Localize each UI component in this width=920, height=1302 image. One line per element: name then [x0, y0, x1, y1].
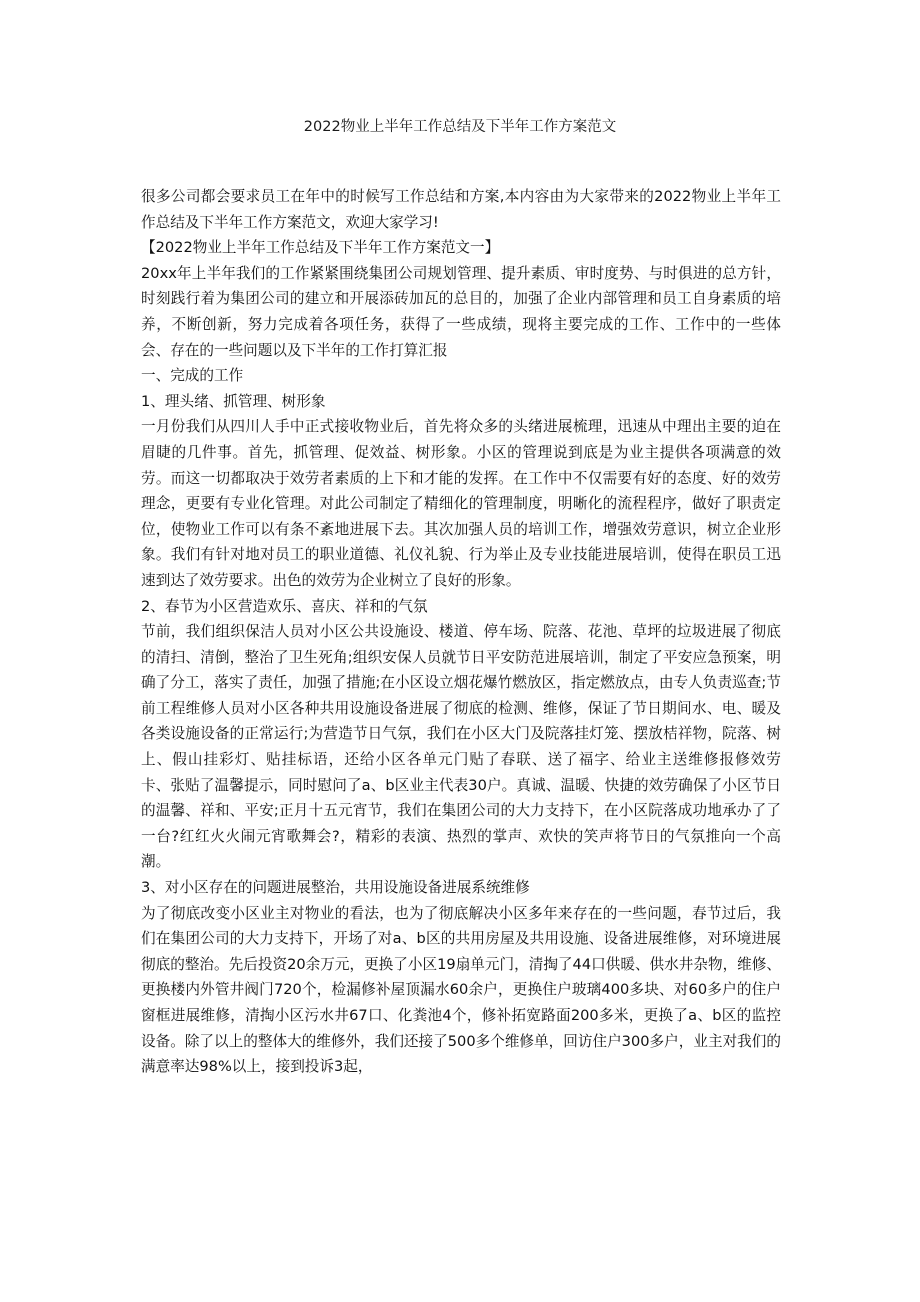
spring-festival-paragraph: 节前，我们组织保洁人员对小区公共设施设、楼道、停车场、院落、花池、草坪的垃圾进展了彻底的清扫、清倒，整治了卫生死角;组织安保人员就节日平安防范进展培训，制定了平安应急预案，明确了分工，落实了责任，加强了措施;在小区设立烟花爆竹燃放区，指定燃放点，由专人负责巡查;节前工程维修人员对小区各种共用设施设备进展了彻底的检测、维修，保证了节日期间水、电、暖及各类设施设备的正常运行;为营造节日气氛，我们在小区大门及院落挂灯笼、摆放桔祥物，院落、树上、假山挂彩灯、贴挂标语，还给小区各单元门贴了春联、送了福字、给业主送维修报修效劳 卡、张贴了温馨提示，同时慰问了a、b区业主代表30户。真诚、温暖、快捷的效劳确保了小区节日的温馨、祥和、平安;正月十五元宵节，我们在集团公司的大力支持下，在小区院落成功地承办了了一台?红红火火闹元宵歌舞会?，精彩的表演、热烈的掌声、欢快的笑声将节日的气氛推向一个高潮。 [141, 623, 811, 871]
document-body [141, 184, 811, 1080]
subheading-spring-festival: 2、春节为小区营造欢乐、喜庆、祥和的气氛 [141, 597, 428, 615]
summary-paragraph: 20xx年上半年我们的工作紧紧围绕集团公司规划管理、提升素质、审时度势、与时俱进的总方针，时刻践行着为集团公司的建立和开展添砖加瓦的总目的，加强了企业内部管理和员工自身素质的培养，不断创新，努力完成着各项任务，获得了一些成绩，现将主要完成的工作、工作中的一些体会、存在的一些问题以及下半年的工作打算汇报 [141, 264, 781, 359]
subheading-management: 1、理头绪、抓管理、树形象 [141, 392, 326, 410]
subheading-maintenance: 3、对小区存在的问题进展整治，共用设施设备进展系统维修 [141, 879, 530, 897]
management-paragraph: 一月份我们从四川人手中正式接收物业后，首先将众多的头绪进展梳理，迅速从中理出主要的迫在眉睫的几件事。首先，抓管理、促效益、树形象。小区的管理说到底是为业主提供各项满意的效劳。而这一切都取决于效劳者素质的上下和才能的发挥。在工作中不仅需要有好的态度、好的效劳理念，更要有专业化管理。对此公司制定了精细化的管理制度，明晰化的流程程序，做好了职责定位，使物业工作可以有条不紊地进展下去。其次加强人员的培训工作，增强效劳意识，树立企业形象。我们有针对地对员工的职业道德、礼仪礼貌、行为举止及专业技能进展培训，使得在职员工迅速到达了效劳要求。出色的效劳为企业树立了良好的形象。 [141, 418, 781, 589]
section-heading-template-one: 【2022物业上半年工作总结及下半年工作方案范文一】 [141, 239, 500, 257]
section-heading-completed-work: 一、完成的工作 [141, 367, 244, 385]
intro-paragraph: 很多公司都会要求员工在年中的时候写工作总结和方案,本内容由为大家带来的2022物业上半年工作总结及下半年工作方案范文，欢迎大家学习! [141, 188, 781, 231]
maintenance-paragraph: 为了彻底改变小区业主对物业的看法，也为了彻底解决小区多年来存在的一些问题，春节过后，我们在集团公司的大力支持下，开场了对a、b区的共用房屋及共用设施、设备进展维修，对环境进展彻底的整治。先后投资20余万元，更换了小区19扇单元门，清掏了44口供暖、供水井杂物，维修、更换楼内外管井阀门720个，检漏修补屋顶漏水60余户，更换住户玻璃400多块、对60多户的住户窗框进展维修，清掏小区污水井67口、化粪池4个，修补拓宽路面200多米，更换了a、b区的监控设备。除了以上的整体大的维修外，我们还接了500多个维修单，回访住户300多户，业主对我们的满意率达98%以上，接到投诉3起， [141, 904, 781, 1076]
document-title: 2022物业上半年工作总结及下半年工作方案范文 [303, 119, 617, 135]
